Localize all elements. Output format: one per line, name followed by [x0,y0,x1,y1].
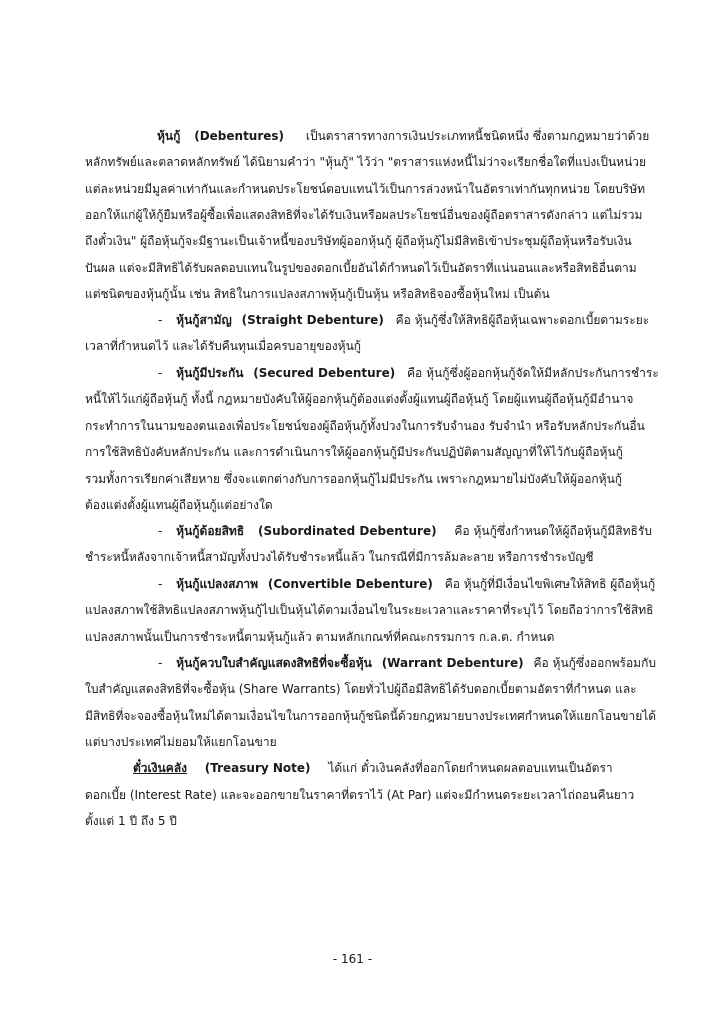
paragraph-line: รวมทั้งการเรียกค่าเสียหาย ซึ่งจะแตกต่างกับการออกหุ้นกู้ไม่มีประกัน เพราะกฎหมายไม่บังคับให้ผู้ออกหุ้นกู้ [85,472,623,486]
straight-heading-line [85,311,650,329]
debentures-term: หุ้นกู้ [157,129,181,143]
paragraph-line: ชำระหนี้หลังจากเจ้าหนี้สามัญทั้งปวงได้รับชำระหนี้แล้ว ในกรณีที่มีการล้มละลาย หรือการชำระบัญชี [85,550,594,564]
paragraph-text: คือ หุ้นกู้ที่มีเงื่อนไขพิเศษให้สิทธิ ผู้ถือหุ้นกู้ [444,577,656,591]
paragraph-text: คือ หุ้นกู้ซึ่งผู้ออกหุ้นกู้จัดให้มีหลักประกันการชำระ [407,366,659,380]
paragraph-line: แต่ชนิดของหุ้นกู้นั้น เช่น สิทธิในการแปลงสภาพหุ้นกู้เป็นหุ้น หรือสิทธิจองซื้อหุ้นใหม่ เป็นต้น [85,287,550,301]
bullet: - [158,366,163,380]
paragraph-line: แต่บางประเทศไม่ยอมให้แยกโอนขาย [85,735,277,749]
paragraph-text: ได้แก่ ตั๋วเงินคลังที่ออกโดยกำหนดผลตอบแทนเป็นอัตรา [328,761,613,775]
bullet: - [158,656,163,670]
paragraph-line: ถึงตั๋วเงิน" ผู้ถือหุ้นกู้จะมีฐานะเป็นเจ้าหนี้ของบริษัทผู้ออกหุ้นกู้ ผู้ถือหุ้นกู้ไม่มีสิทธิเข้าประชุมผู้ถือหุ้นหรือรับเงิน [85,234,632,248]
bullet: - [158,524,163,538]
secured-term: หุ้นกู้มีประกัน [176,366,244,380]
warrant-term: หุ้นกู้ควบใบสำคัญแสดงสิทธิที่จะซื้อหุ้น [176,656,372,670]
treasury-term-en: (Treasury Note) [204,761,311,775]
paragraph-line: แปลงสภาพใช้สิทธิแปลงสภาพหุ้นกู้ไปเป็นหุ้นได้ตามเงื่อนไขในระยะเวลาและราคาที่ระบุไว้ โดยถือว่าการใช้สิทธิ [85,603,654,617]
paragraph-line: ปันผล แต่จะมีสิทธิได้รับผลตอบแทนในรูปของดอกเบี้ยอันได้กำหนดไว้เป็นอัตราที่แน่นอนและหรือสิทธิอื่นตาม [85,261,637,275]
bullet: - [158,577,163,591]
paragraph-line: การใช้สิทธิบังคับหลักประกัน และการดำเนินการให้ผู้ออกหุ้นกู้มีประกันปฏิบัติตามสัญญาที่ให้ไว้กับผู้ถือหุ้นกู้ [85,445,623,459]
warrant-term-en: (Warrant Debenture) [381,656,524,670]
straight-term: หุ้นกู้สามัญ [176,313,232,327]
paragraph-line: ออกให้แก่ผู้ให้กู้ยืมหรือผู้ซื้อเพื่อแสดงสิทธิที่จะได้รับเงินหรือผลประโยชน์อื่นของผู้ถือตราสารดังกล่าว แต่ไม่รวม [85,208,643,222]
debentures-heading-line [85,127,650,145]
paragraph-line: หนี้ให้ไว้แก่ผู้ถือหุ้นกู้ ทั้งนี้ กฎหมายบังคับให้ผู้ออกหุ้นกู้ต้องแต่งตั้งผู้แทนผู้ถือหุ้นกู้ โดยผู้แทนผู้ถือหุ้นกู้มีอำนาจ [85,392,634,406]
paragraph-text: คือ หุ้นกู้ซึ่งให้สิทธิผู้ถือหุ้นเฉพาะดอกเบี้ยตามระยะ [395,313,650,327]
debentures-term-en: (Debentures) [194,129,285,143]
subordinated-heading-line [85,522,652,540]
paragraph-text: เป็นตราสารทางการเงินประเภทหนี้ชนิดหนึ่ง ซึ่งตามกฎหมายว่าด้วย [305,129,650,143]
warrant-heading-line [85,654,656,672]
paragraph-line: ต้องแต่งตั้งผู้แทนผู้ถือหุ้นกู้แต่อย่างใด [85,498,273,512]
treasury-heading-line [85,759,625,777]
paragraph-line: ใบสำคัญแสดงสิทธิที่จะซื้อหุ้น (Share Warrants) โดยทั่วไปผู้ถือมีสิทธิได้รับดอกเบี้ยตามอัตราที่กำหนด และ [85,682,637,696]
paragraph-text: คือ หุ้นกู้ซึ่งออกพร้อมกับ [533,656,656,670]
page-number: - 161 - [332,952,373,966]
paragraph-line: มีสิทธิที่จะจองซื้อหุ้นใหม่ได้ตามเงื่อนไขในการออกหุ้นกู้ชนิดนี้ด้วยกฎหมายบางประเทศกำหนดให้แยกโอนขายได้ [85,709,657,723]
secured-term-en: (Secured Debenture) [253,366,396,380]
convertible-term: หุ้นกู้แปลงสภาพ [176,577,258,591]
secured-heading-line [85,364,659,382]
convertible-heading-line [85,575,656,593]
paragraph-line: หลักทรัพย์และตลาดหลักทรัพย์ ได้นิยามคำว่า "หุ้นกู้" ไว้ว่า "ตราสารแห่งหนี้ไม่ว่าจะเรียกชื่อใดที่แบ่งเป็นหน่วย [85,155,647,169]
paragraph-line: ดอกเบี้ย (Interest Rate) และจะออกขายในราคาที่ตราไว้ (At Par) แต่จะมีกำหนดระยะเวลาไถ่ถอนคืนยาว [85,788,635,802]
subordinated-term-en: (Subordinated Debenture) [257,524,437,538]
treasury-term: ตั๋วเงินคลัง [133,761,187,775]
paragraph-line: ตั้งแต่ 1 ปี ถึง 5 ปี [85,814,177,828]
convertible-term-en: (Convertible Debenture) [267,577,433,591]
paragraph-text: คือ หุ้นกู้ซึ่งกำหนดให้ผู้ถือหุ้นกู้มีสิทธิรับ [454,524,652,538]
bullet: - [158,313,163,327]
paragraph-line: แปลงสภาพนั้นเป็นการชำระหนี้ตามหุ้นกู้แล้ว ตามหลักเกณฑ์ที่คณะกรรมการ ก.ล.ต. กำหนด [85,630,555,644]
paragraph-line: แต่ละหน่วยมีมูลค่าเท่ากันและกำหนดประโยชน์ตอบแทนไว้เป็นการล่วงหน้าในอัตราเท่ากันทุกหน่วย โดยบริษัท [85,182,646,196]
subordinated-term: หุ้นกู้ด้อยสิทธิ [176,524,245,538]
paragraph-line: เวลาที่กำหนดไว้ และได้รับคืนทุนเมื่อครบอายุของหุ้นกู้ [85,339,362,353]
straight-term-en: (Straight Debenture) [241,313,384,327]
paragraph-line: กระทำการในนามของตนเองเพื่อประโยชน์ของผู้ถือหุ้นกู้ทั้งปวงในการรับจำนอง รับจำนำ หรือรับหลักประกันอื่น [85,419,645,433]
